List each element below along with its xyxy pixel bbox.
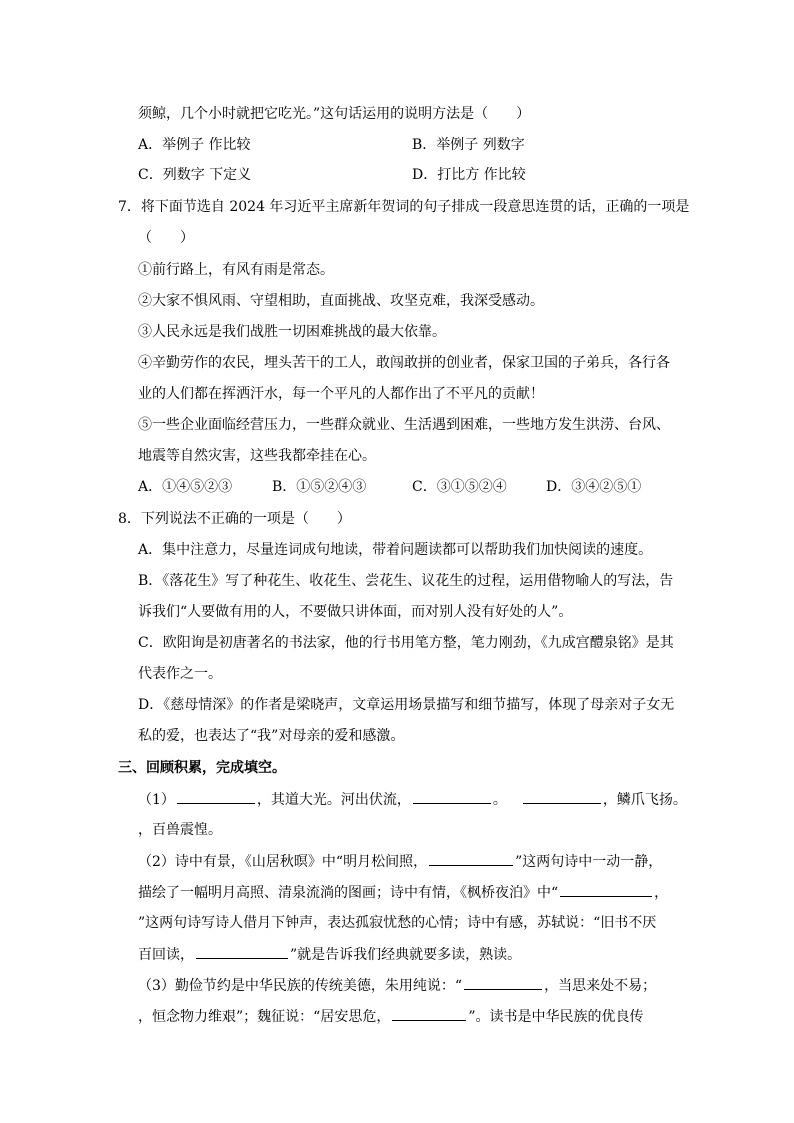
fill-1-line2: ，百兽震惶。 [138,822,222,838]
fill-1-text-b: ，其道大光。河出伏流， [256,792,411,808]
fill-2-text-d: ， [654,885,669,901]
fill-blank-2c[interactable] [196,944,288,959]
fill-3-text-c: ，恒念物力维艰”；魏征说：“居安思危， [138,1009,391,1025]
fill-2-line2 [138,882,668,902]
fill-3-text-a: （3）勤俭节约是中华民族的传统美德，朱用纯说：“ [138,978,463,994]
fill-blank-2a[interactable] [429,851,513,866]
q6-stem-tail: 须鲸，几个小时就把它吃光。”这句话运用的说明方法是（ ） [138,106,531,122]
section-3-title: 三、回顾积累，完成填空。 [118,760,286,776]
q7-option-b[interactable]: B．①⑤②④③ [272,479,367,495]
fill-blank-1a[interactable] [177,789,255,804]
q7-sentence-3: ③人民永远是我们战胜一切困难挑战的最大依靠。 [138,324,446,340]
q7-stem: 7．将下面节选自 2024 年习近平主席新年贺词的句子排成一段意思连贯的话，正确的一项是 [118,199,690,215]
q7-option-d[interactable]: D．③④②⑤① [546,479,642,495]
fill-2-text-g: ”就是告诉我们经典就要多读，熟读。 [290,947,522,963]
q7-sentence-5-line1: ⑤一些企业面临经营压力，一些群众就业、生活遇到困难，一些地方发生洪涝、台风、 [138,417,670,433]
fill-3-line2 [138,1006,644,1026]
fill-2-line1 [138,851,662,871]
q6-option-d[interactable]: D．打比方 作比较 [412,167,526,183]
q8-stem: 8．下列说法不正确的一项是（ ） [118,511,351,527]
q7-sentence-2: ②大家不惧风雨、守望相助，直面挑战、攻坚克难，我深受感动。 [138,293,544,309]
q8-option-d-line1[interactable]: D．《慈母情深》的作者是梁晓声，文章运用场景描写和细节描写，体现了母亲对子女无 [138,697,675,713]
fill-2-text-c: 描绘了一幅明月高照、清泉流淌的图画；诗中有情，《枫桥夜泊》中“ [138,885,559,901]
fill-3-text-d: ”。读书是中华民族的优良传 [468,1009,644,1025]
fill-blank-1c[interactable] [523,789,601,804]
q7-sentence-1: ①前行路上，有风有雨是常态。 [138,262,334,278]
q8-option-c-line2: 代表作之一。 [138,666,222,682]
fill-3-line1 [138,975,656,995]
fill-blank-1b[interactable] [413,789,491,804]
q8-option-b-line2: 诉我们“人要做有用的人，不要做只讲体面，而对别人没有好处的人”。 [138,604,573,620]
fill-1-text-d: ，鳞爪飞扬。 [602,792,687,808]
q8-option-c-line1[interactable]: C．欧阳询是初唐著名的书法家，他的行书用笔方整，笔力刚劲，《九成宫醴泉铭》是其 [138,635,674,651]
fill-blank-2b[interactable] [560,882,652,897]
q8-option-d-line2: 私的爱，也表达了“我”对母亲的爱和感激。 [138,728,405,744]
fill-2-text-f: 百回读， [138,947,194,963]
fill-2-text-a: （2）诗中有景，《山居秋暝》中“明月松间照， [138,854,428,870]
q8-option-a[interactable]: A．集中注意力，尽量连词成句地读，带着问题读都可以帮助我们加快阅读的速度。 [138,542,653,558]
fill-1-text-c: 。 [492,792,507,808]
q7-option-c[interactable]: C．③①⑤②④ [412,479,507,495]
fill-1-line1 [138,789,687,809]
q7-sentence-5-line2: 地震等自然灾害，这些我都牵挂在心。 [138,448,376,464]
fill-blank-3b[interactable] [392,1006,466,1021]
fill-2-text-b: ”这两句诗中一动一静， [515,854,663,870]
q7-sentence-4-line1: ④辛勤劳作的农民，埋头苦干的工人，敢闯敢拼的创业者，保家卫国的子弟兵，各行各 [138,355,670,371]
q7-answer-paren: （ ） [138,230,194,246]
fill-2-line3: ”这两句诗写诗人借月下钟声，表达孤寂忧愁的心情；诗中有感，苏轼说：“旧书不厌 [138,915,657,931]
q6-option-a[interactable]: A．举例子 作比较 [138,137,251,153]
q6-option-b[interactable]: B．举例子 列数字 [412,137,525,153]
fill-3-text-b: ，当思来处不易； [544,978,657,994]
q7-sentence-4-line2: 业的人们都在挥洒汗水，每一个平凡的人都作出了不平凡的贡献！ [138,386,544,402]
q6-option-c[interactable]: C．列数字 下定义 [138,167,252,183]
q8-option-b-line1[interactable]: B．《落花生》写了种花生、收花生、尝花生、议花生的过程，运用借物喻人的写法，告 [138,573,674,589]
fill-blank-3a[interactable] [464,975,542,990]
q7-option-a[interactable]: A．①④⑤②③ [138,479,233,495]
fill-2-line4 [138,944,521,964]
fill-1-label: （1） [138,792,175,808]
